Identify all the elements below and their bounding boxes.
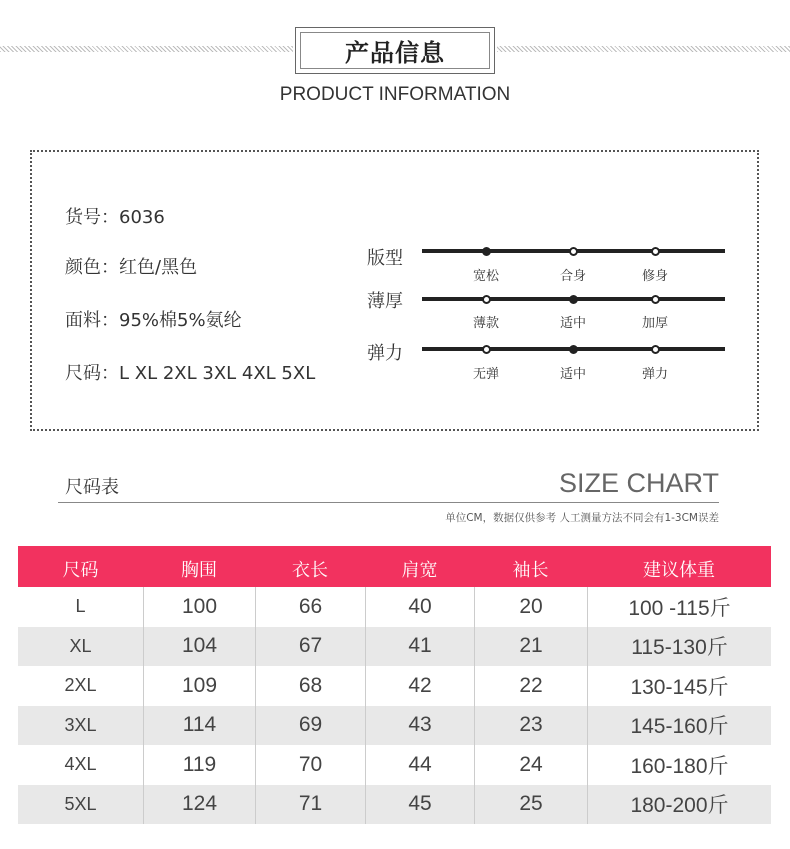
table-row [18,745,771,785]
table-row [18,587,771,627]
scale-option-label: 弹力 [641,367,668,382]
scale-dot [651,345,660,354]
table-cell: 71 [255,785,365,825]
table-cell: 119 [143,745,255,785]
table-row [18,785,771,825]
size-table-header [18,546,771,587]
header-cell-weight: 建议体重 [643,559,715,581]
scale-option-label: 加厚 [641,316,668,331]
table-cell: 68 [255,666,365,706]
table-cell: 42 [365,666,474,706]
table-cell: 40 [365,587,474,627]
table-cell: 109 [143,666,255,706]
scale-dot [482,295,491,304]
header-divider-right [497,46,790,52]
table-cell: 4XL [64,754,97,775]
size-table [18,546,771,824]
table-cell: 21 [474,627,587,667]
attribute-label: 弹力 [367,343,403,364]
scale-option-label: 宽松 [472,269,499,284]
table-cell: 25 [474,785,587,825]
table-cell: 44 [365,745,474,785]
table-cell: 145-160斤 [587,706,771,746]
info-color-label: 颜色： [65,257,119,278]
table-cell: 3XL [64,714,97,735]
scale-option-label: 适中 [559,367,586,382]
table-cell: 66 [255,587,365,627]
size-chart-label: 尺码表 [65,477,119,498]
scale-dot [651,247,660,256]
size-chart-note: 单位CM，数据仅供参考 人工测量方法不同会有1-3CM误差 [445,512,719,524]
scale-option-label: 适中 [559,316,586,331]
table-cell: 130-145斤 [587,666,771,706]
size-chart-title: SIZE CHART [558,468,719,498]
scale-option-label: 合身 [559,269,586,284]
scale-dot [482,345,491,354]
header-cell-length: 衣长 [292,559,328,581]
table-cell: 22 [474,666,587,706]
table-cell: 43 [365,706,474,746]
table-row [18,666,771,706]
table-cell: 2XL [64,675,97,696]
table-cell: XL [69,635,92,656]
attribute-label: 版型 [367,248,403,269]
scale-option-label: 无弹 [472,367,499,382]
table-cell: 124 [143,785,255,825]
table-cell: 180-200斤 [587,785,771,825]
info-size-value: L XL 2XL 3XL 4XL 5XL [119,363,316,384]
table-cell: 100 [143,587,255,627]
info-fabric-value: 95%棉5%氨纶 [119,310,242,331]
info-size [65,359,315,385]
header-cell-shoulder: 肩宽 [401,559,438,581]
scale-dot [569,247,578,256]
table-cell: 24 [474,745,587,785]
table-cell: 23 [474,706,587,746]
size-table-body [18,587,771,824]
table-row [18,706,771,746]
table-cell: 41 [365,627,474,667]
info-color-value: 红色/黑色 [119,257,198,278]
page-subtitle: PRODUCT INFORMATION [279,84,511,105]
table-cell: 100 -115斤 [587,587,771,627]
table-cell: 160-180斤 [587,745,771,785]
table-cell: 20 [474,587,587,627]
scale-option-label: 修身 [641,269,668,284]
scale-dot-selected [482,247,491,256]
table-cell: 69 [255,706,365,746]
table-cell: 104 [143,627,255,667]
table-cell: L [75,596,86,617]
page-title: 产品信息 [300,32,490,69]
attribute-label: 薄厚 [367,291,403,312]
header-divider-left [0,46,293,52]
header-cell-sleeve: 袖长 [512,559,549,581]
scale-dot-selected [569,295,578,304]
info-item-no-value: 6036 [119,207,165,228]
info-fabric [65,306,242,332]
table-cell: 45 [365,785,474,825]
table-cell: 67 [255,627,365,667]
info-fabric-label: 面料： [65,310,119,331]
size-chart-divider [58,502,719,503]
table-cell: 115-130斤 [587,627,771,667]
info-item-no-label: 货号： [65,207,119,228]
table-cell: 5XL [64,793,97,814]
info-color [65,253,197,279]
header-title-frame [295,27,495,74]
scale-dot-selected [569,345,578,354]
header-cell-chest: 胸围 [181,559,217,581]
info-item-no [65,203,165,229]
table-cell: 114 [143,706,255,746]
table-cell: 70 [255,745,365,785]
header-cell-size: 尺码 [62,559,99,581]
scale-dot [651,295,660,304]
table-row [18,627,771,667]
info-size-label: 尺码： [65,363,119,384]
scale-option-label: 薄款 [472,316,499,331]
